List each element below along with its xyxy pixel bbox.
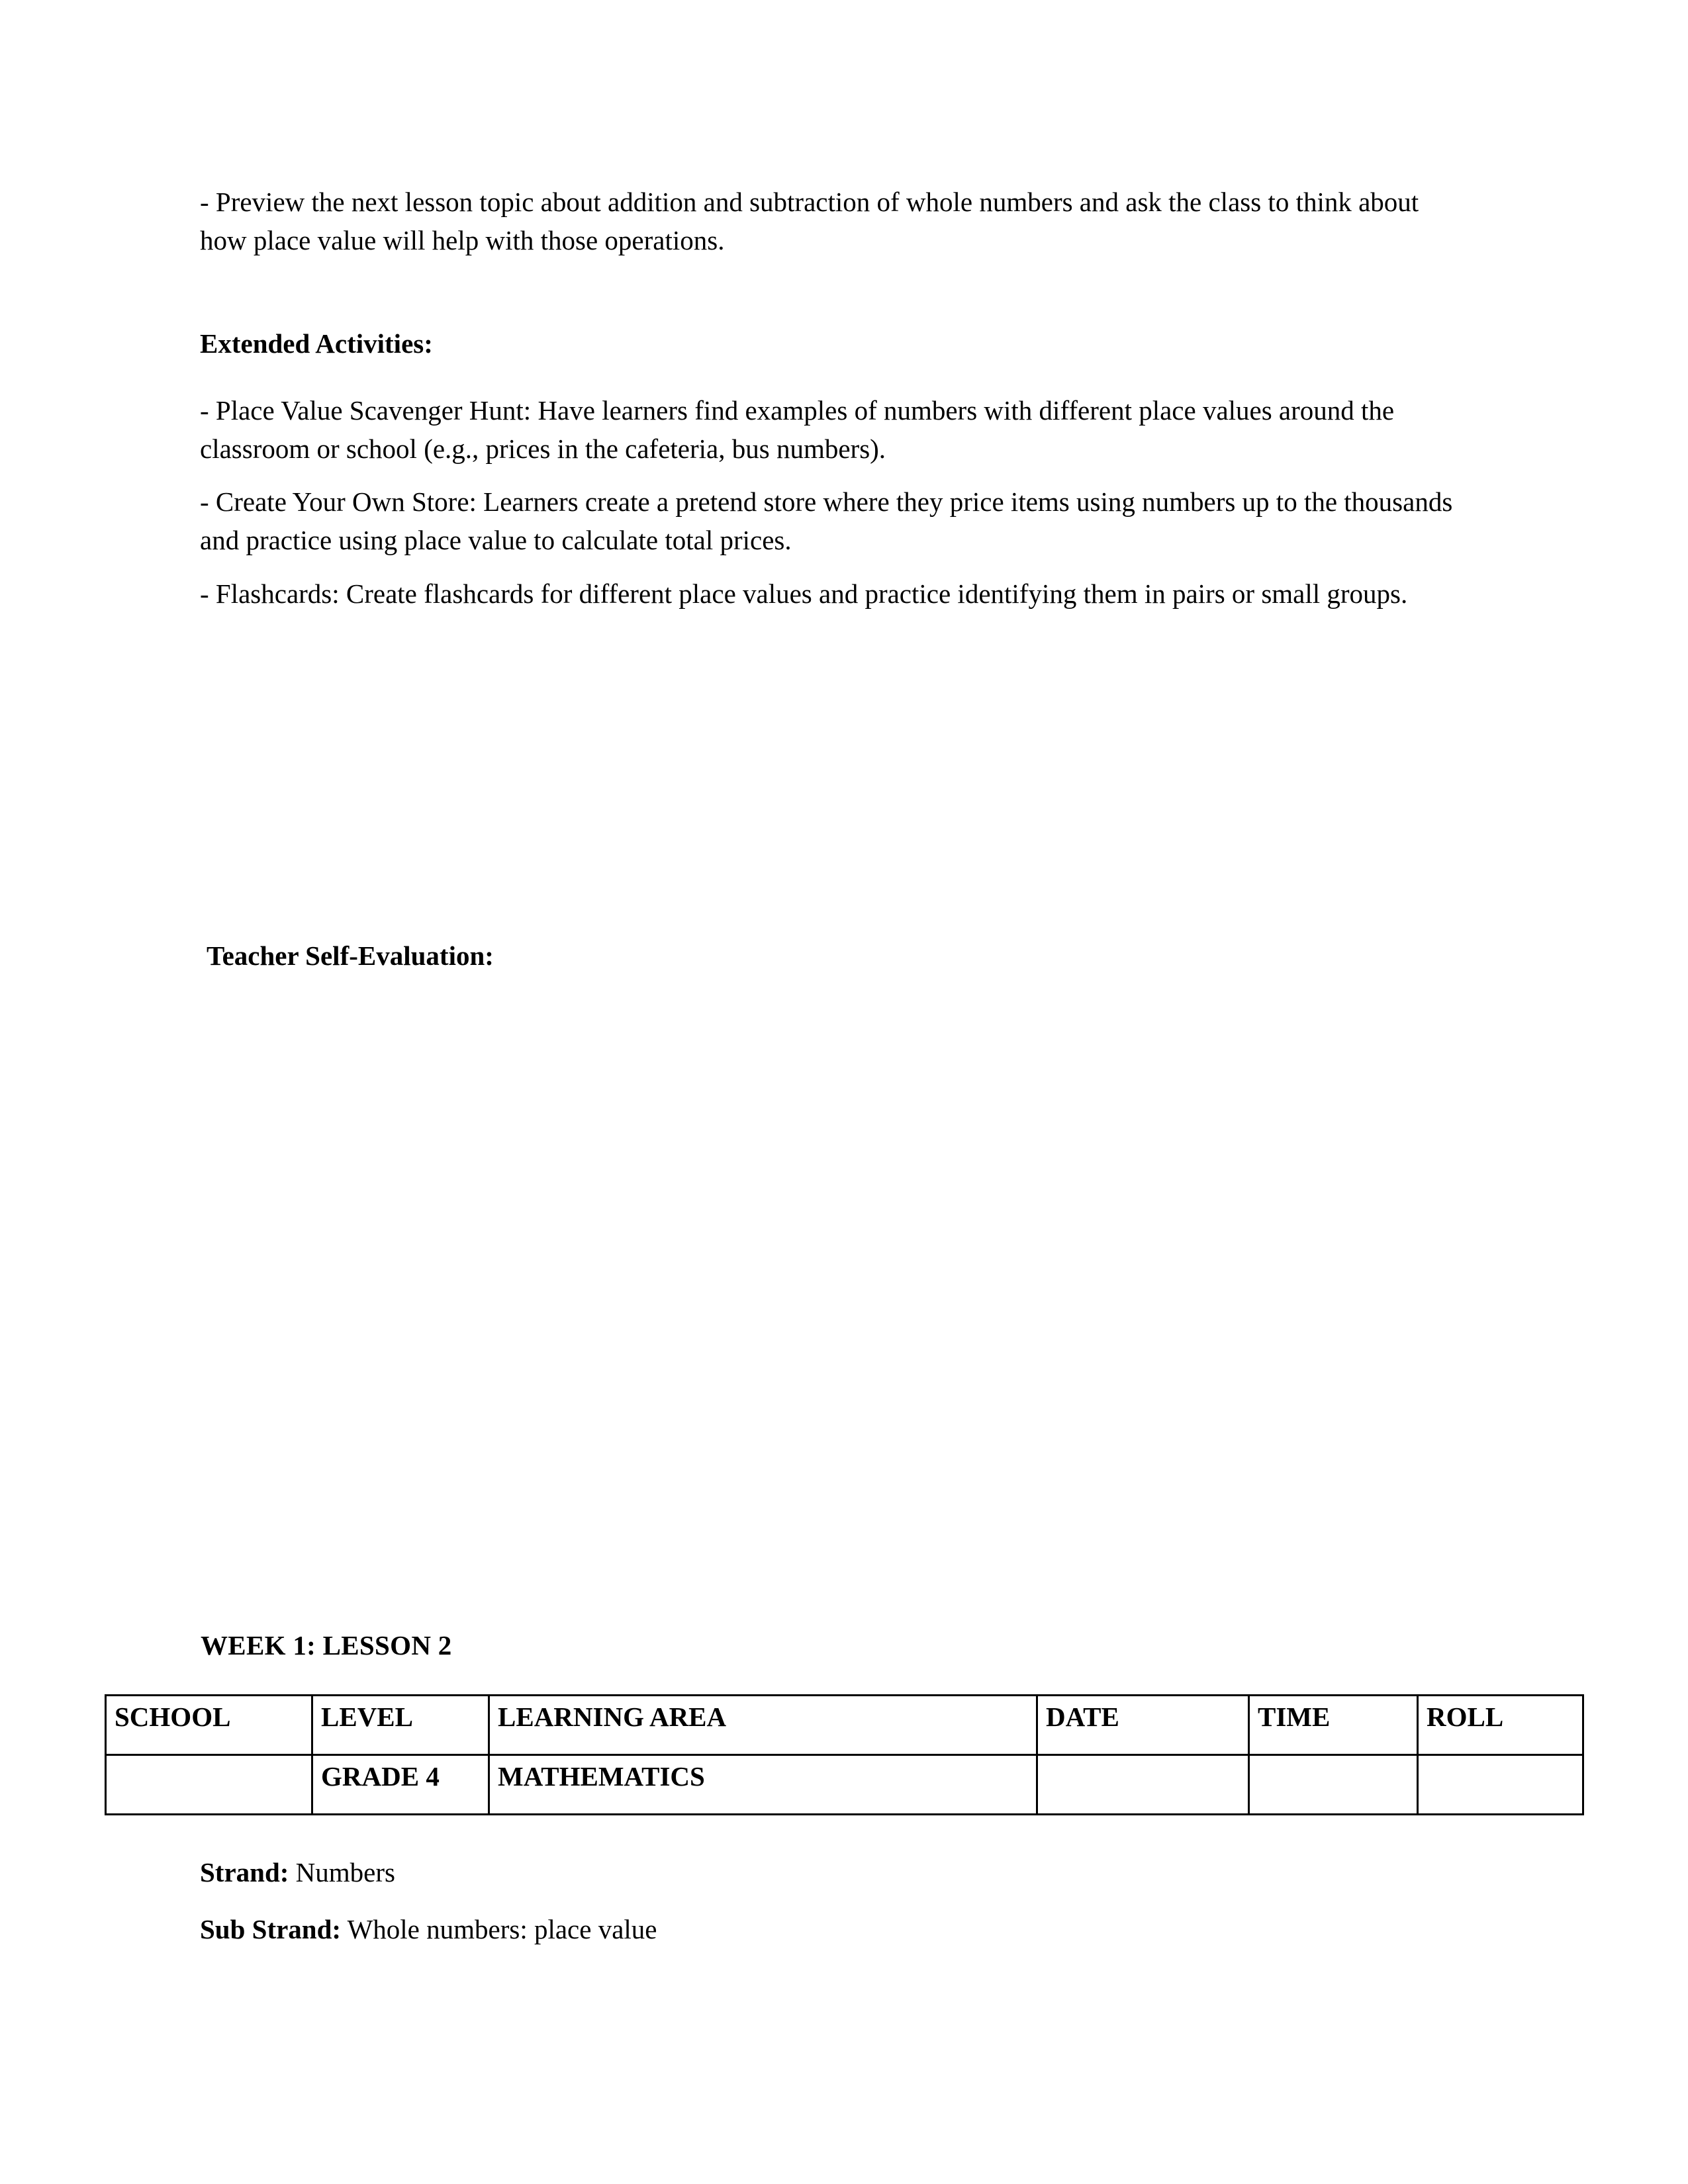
column-header-learning-area: LEARNING AREA (489, 1696, 1037, 1755)
strand-block (200, 1853, 1458, 1967)
cell-date[interactable] (1037, 1755, 1249, 1815)
extended-activity-item: - Flashcards: Create flashcards for different place values and practice identifying them in pairs or small groups. (200, 578, 1408, 609)
lesson-info-table (105, 1694, 1584, 1815)
spacer (200, 363, 1458, 391)
cell-time[interactable] (1249, 1755, 1418, 1815)
cell-roll[interactable] (1418, 1755, 1583, 1815)
table-row (106, 1755, 1583, 1815)
sub-strand-line (200, 1910, 1458, 1948)
column-header-date: DATE (1037, 1696, 1249, 1755)
strand-label: Strand: (200, 1857, 289, 1888)
cell-learning-area[interactable]: MATHEMATICS (489, 1755, 1037, 1815)
column-header-school: SCHOOL (106, 1696, 312, 1755)
sub-strand-value: Whole numbers: place value (347, 1914, 657, 1945)
document-body (200, 183, 1458, 615)
column-header-time: TIME (1249, 1696, 1418, 1755)
closing-paragraph: - Preview the next lesson topic about addition and subtraction of whole numbers and ask the class to think about how place value will help with those operations. (200, 187, 1419, 256)
cell-level[interactable]: GRADE 4 (312, 1755, 489, 1815)
column-header-roll: ROLL (1418, 1696, 1583, 1755)
column-header-level: LEVEL (312, 1696, 489, 1755)
strand-line (200, 1853, 1458, 1891)
extended-activity-item: - Place Value Scavenger Hunt: Have learners find examples of numbers with different place values around the classroom or school (e.g., prices in the cafeteria, bus numbers). (200, 394, 1395, 464)
week-lesson-heading: WEEK 1: LESSON 2 (201, 1630, 452, 1661)
extended-activity-item: - Create Your Own Store: Learners create a pretend store where they price items using numbers up to the thousands and practice using place value to calculate total prices. (200, 486, 1453, 556)
lesson-info-table-wrapper (105, 1694, 1582, 1815)
cell-school[interactable] (106, 1755, 312, 1815)
sub-strand-label: Sub Strand: (200, 1914, 342, 1945)
spacer (200, 563, 1458, 574)
table-header-row (106, 1696, 1583, 1755)
strand-value: Numbers (295, 1857, 395, 1888)
spacer (200, 263, 1458, 324)
teacher-self-evaluation-heading: Teacher Self-Evaluation: (207, 940, 494, 971)
spacer (200, 471, 1458, 482)
extended-activities-heading: Extended Activities: (200, 328, 433, 359)
